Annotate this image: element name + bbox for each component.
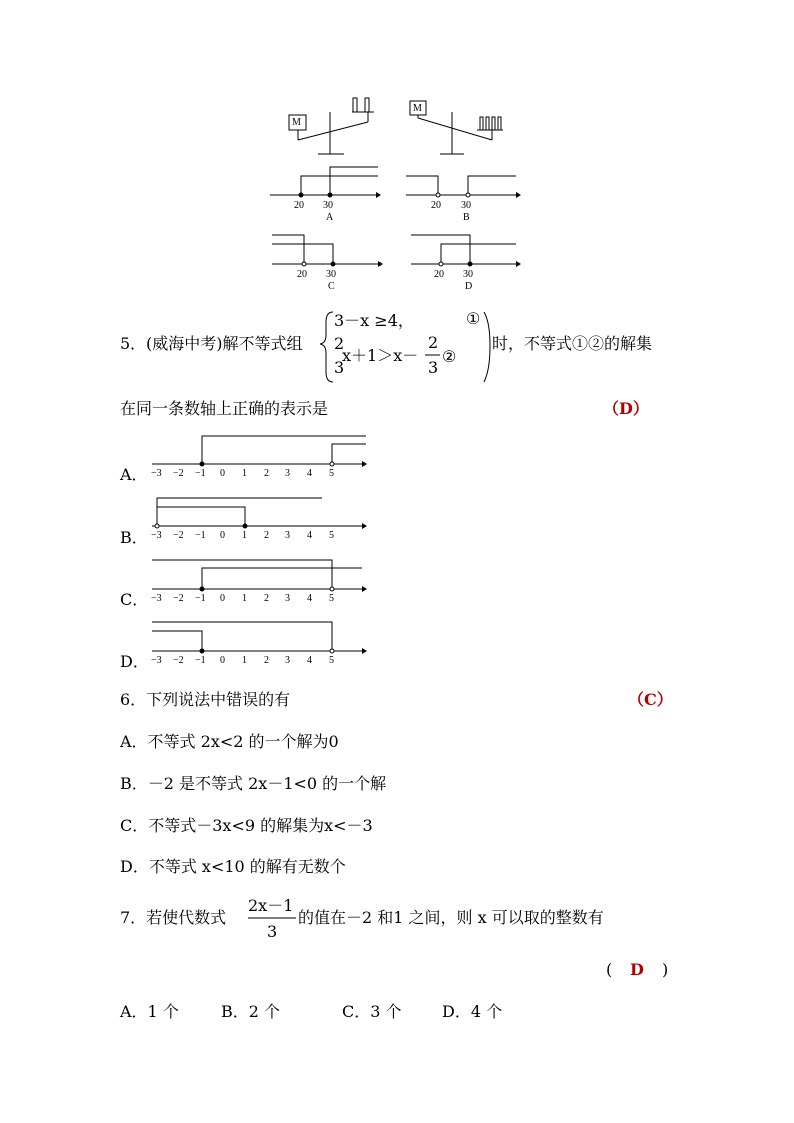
question-stem-suffix: 的值在－2 和1 之间，则 x 可以取的整数有 [298, 908, 604, 927]
tick-label: −3 [151, 530, 162, 541]
label-2: ② [442, 347, 457, 366]
tick-label: 1 [242, 468, 247, 479]
inequality-1: 3－x ≥4， [334, 311, 414, 330]
frac-denominator: 3 [267, 922, 278, 941]
option-text: A．不等式 2x<2 的一个解为0 [120, 732, 339, 751]
label-1: ① [466, 309, 481, 328]
tick-label: −3 [151, 468, 162, 479]
option-text: B．2 个 [221, 1002, 281, 1021]
question-stem: 6．下列说法中错误的有 [120, 690, 291, 709]
tick-label: 0 [220, 655, 225, 666]
option-letter: D [465, 281, 473, 292]
tick-label: 20 [431, 200, 441, 211]
tick-label: 4 [307, 468, 312, 479]
tick-label: −2 [173, 468, 184, 479]
tick-label: 5 [329, 468, 334, 479]
tick-label: 20 [294, 200, 304, 211]
answer: （D） [603, 399, 649, 418]
tick-label: −2 [173, 593, 184, 604]
tick-label: 30 [323, 200, 333, 211]
tick-label: 2 [264, 468, 269, 479]
tick-label: 0 [220, 593, 225, 604]
tick-label: −2 [173, 530, 184, 541]
option-text: A．1 个 [120, 1002, 179, 1021]
tick-label: −3 [151, 593, 162, 604]
tick-label: 4 [307, 530, 312, 541]
option-text: B．－2 是不等式 2x－1<0 的一个解 [120, 774, 387, 793]
option-text: D．不等式 x<10 的解有无数个 [120, 857, 346, 876]
tick-label: 20 [297, 269, 307, 280]
tick-label: −2 [173, 655, 184, 666]
mass-label: M [413, 103, 422, 114]
question-number: 5 [120, 334, 131, 353]
tick-label: 2 [264, 593, 269, 604]
mass-label: M [292, 117, 301, 128]
tick-label: 4 [307, 593, 312, 604]
frac-numerator: 2 [428, 333, 439, 352]
option-text: C．不等式－3x<9 的解集为x<－3 [120, 816, 373, 835]
option-letter: D． [120, 652, 149, 671]
option-text: C．3 个 [342, 1002, 402, 1021]
tick-label: 5 [329, 655, 334, 666]
tick-label: 2 [264, 655, 269, 666]
tick-label: 0 [220, 530, 225, 541]
answer: （C） [628, 690, 673, 709]
tick-label: 2 [264, 530, 269, 541]
tick-label: 4 [307, 655, 312, 666]
option-letter: A． [120, 465, 148, 484]
tick-label: 5 [329, 530, 334, 541]
coef-denominator: 3 [334, 358, 345, 377]
tick-label: −1 [195, 468, 206, 479]
answer-paren-close: ) [662, 960, 669, 979]
frac-numerator: 2x－1 [248, 896, 294, 915]
answer-paren-open: ( [606, 960, 613, 979]
tick-label: −1 [195, 655, 206, 666]
tick-label: 30 [461, 200, 471, 211]
answer: D [630, 960, 644, 979]
option-letter: C [328, 281, 335, 292]
tick-label: 3 [285, 593, 290, 604]
option-letter: A [326, 212, 334, 223]
option-letter: B [463, 212, 470, 223]
tick-label: 1 [242, 530, 247, 541]
tick-label: 30 [326, 269, 336, 280]
tick-label: 0 [220, 468, 225, 479]
option-text: D．4 个 [442, 1002, 503, 1021]
tick-label: −3 [151, 655, 162, 666]
question-stem-line2: 在同一条数轴上正确的表示是 [120, 399, 329, 418]
tick-label: 20 [434, 269, 444, 280]
inequality-2: x＋1＞x－ [342, 346, 419, 365]
tick-label: 3 [285, 468, 290, 479]
option-letter: C． [120, 590, 149, 609]
tick-label: 3 [285, 530, 290, 541]
question-stem: ．(威海中考)解不等式组 [130, 334, 303, 353]
frac-denominator: 3 [428, 358, 439, 377]
tick-label: −1 [195, 530, 206, 541]
tick-label: 3 [285, 655, 290, 666]
coef-numerator: 2 [334, 334, 345, 353]
tick-label: 1 [242, 593, 247, 604]
question-stem-suffix: 时，不等式①②的解集 [492, 334, 653, 353]
tick-label: 30 [463, 269, 473, 280]
tick-label: −1 [195, 593, 206, 604]
tick-label: 1 [242, 655, 247, 666]
tick-label: 5 [329, 593, 334, 604]
question-stem: 7．若使代数式 [120, 908, 227, 927]
option-letter: B． [120, 528, 148, 547]
